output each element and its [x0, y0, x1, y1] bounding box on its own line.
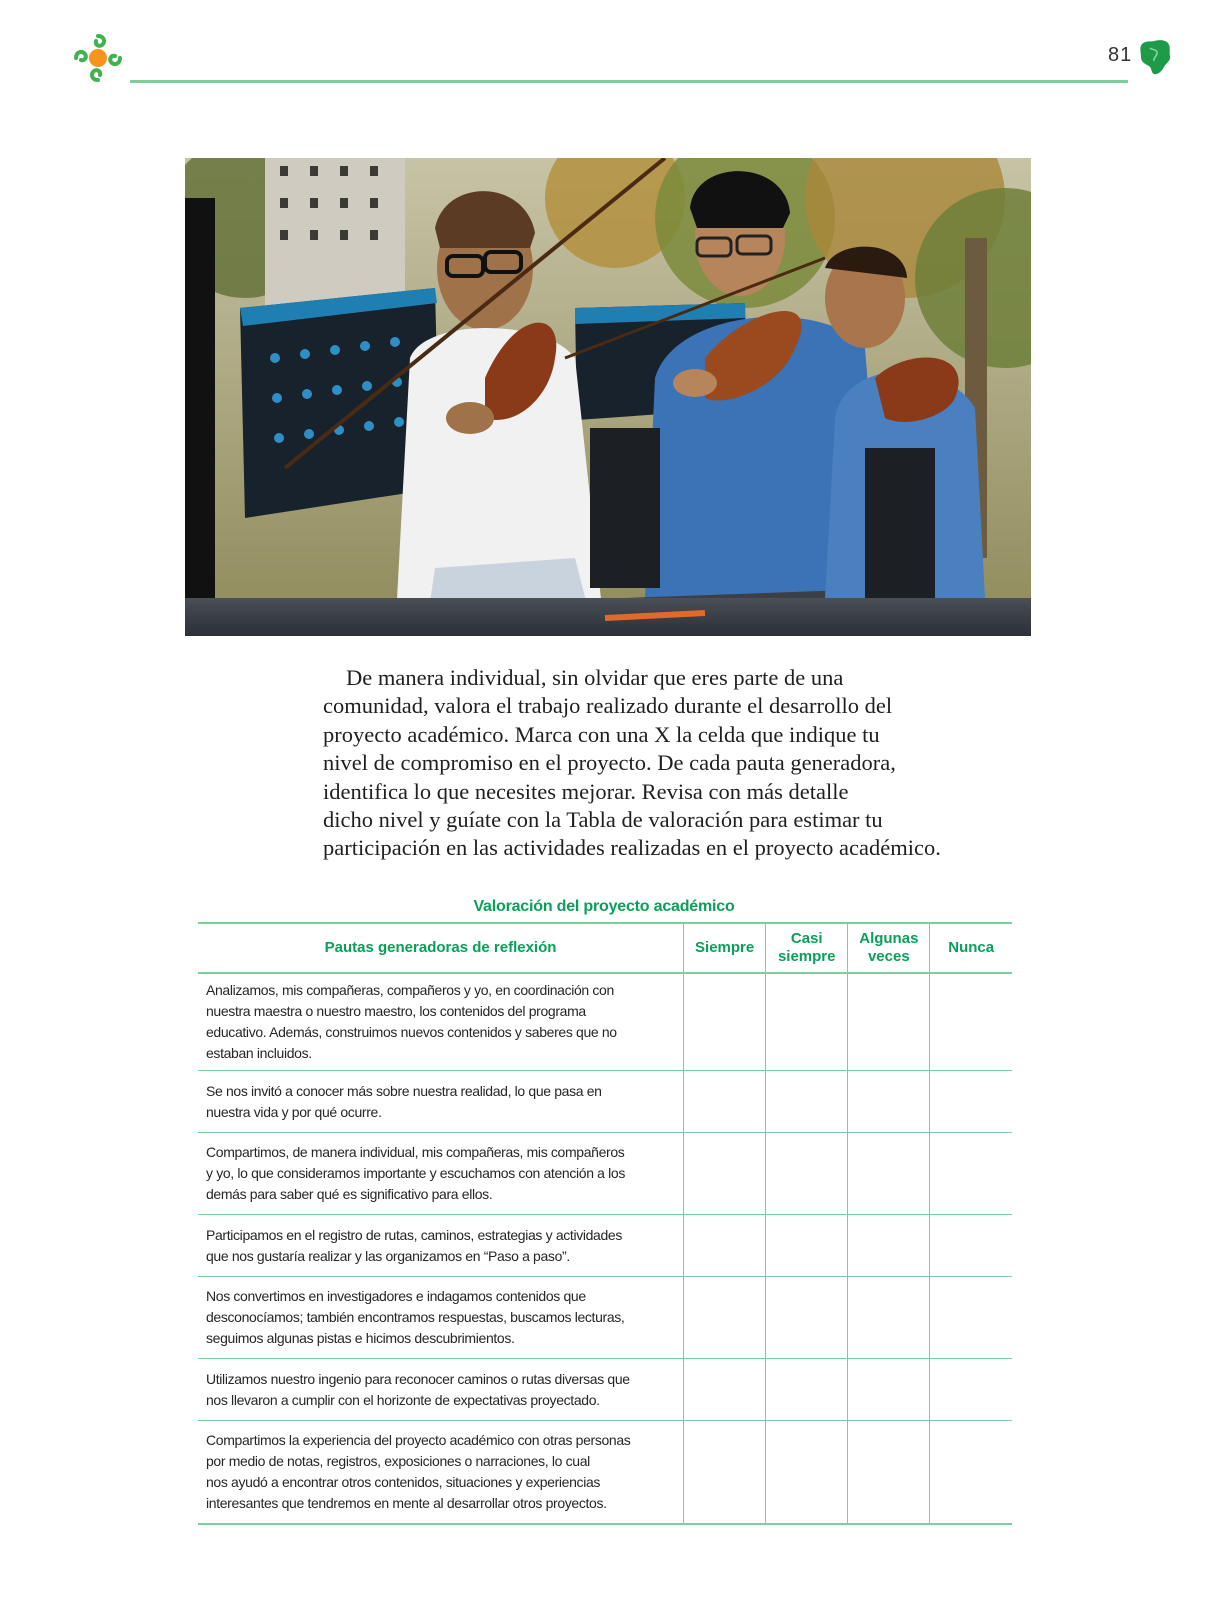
pauta-line: por medio de notas, registros, exposiciones o narraciones, lo cual — [206, 1452, 590, 1469]
pauta-line: Analizamos, mis compañeras, compañeros y yo, en coordinación con — [206, 982, 614, 998]
table-header-row — [198, 923, 1012, 973]
cell-casi-siempre[interactable] — [766, 1359, 848, 1421]
header-pautas: Pautas generadoras de reflexión — [198, 923, 684, 973]
pauta-line: y yo, lo que consideramos importante y escuchamos con atención a los — [206, 1165, 625, 1181]
table-row — [198, 1133, 1012, 1215]
table-row — [198, 1421, 1012, 1524]
pauta-line: estaban incluidos. — [206, 1045, 312, 1061]
valoracion-table — [198, 922, 1012, 1525]
pauta-line: nuestra maestra o nuestro maestro, los contenidos del programa — [206, 1003, 586, 1019]
pauta-cell — [198, 1421, 684, 1524]
cell-algunas-veces[interactable] — [848, 1133, 930, 1215]
community-logo-icon — [72, 32, 124, 84]
cell-algunas-veces[interactable] — [848, 1215, 930, 1277]
pauta-line: Utilizamos nuestro ingenio para reconocer caminos o rutas diversas que — [206, 1370, 630, 1387]
header-siempre: Siempre — [684, 923, 766, 973]
pauta-cell — [198, 1215, 684, 1277]
header-rule — [130, 80, 1128, 83]
cell-casi-siempre[interactable] — [766, 1421, 848, 1524]
cell-siempre[interactable] — [684, 1215, 766, 1277]
cell-nunca[interactable] — [930, 1133, 1012, 1215]
pauta-line: nuestra vida y por qué ocurre. — [206, 1103, 382, 1120]
header-nunca: Nunca — [930, 923, 1012, 973]
cell-siempre[interactable] — [684, 1277, 766, 1359]
pauta-line: interesantes que tendremos en mente al desarrollar otros proyectos. — [206, 1494, 607, 1511]
cell-siempre[interactable] — [684, 973, 766, 1071]
pauta-cell — [198, 1071, 684, 1133]
pauta-line: nos llevaron a cumplir con el horizonte de expectativas proyectado. — [206, 1391, 600, 1408]
cell-nunca[interactable] — [930, 1277, 1012, 1359]
instructions-line: comunidad, valora el trabajo realizado durante el desarrollo del — [323, 693, 893, 719]
cell-algunas-veces[interactable] — [848, 1277, 930, 1359]
cell-algunas-veces[interactable] — [848, 973, 930, 1071]
cell-algunas-veces[interactable] — [848, 1359, 930, 1421]
table-caption: Valoración del proyecto académico — [473, 898, 735, 915]
pauta-cell — [198, 1359, 684, 1421]
pauta-line: Compartimos, de manera individual, mis compañeras, mis compañeros — [206, 1144, 625, 1160]
pauta-line: Compartimos la experiencia del proyecto académico con otras personas — [206, 1431, 631, 1448]
cell-algunas-veces[interactable] — [848, 1071, 930, 1133]
instructions-line: participación en las actividades realizadas en el proyecto académico. — [323, 835, 941, 861]
cell-siempre[interactable] — [684, 1359, 766, 1421]
header-casi-line: siempre — [777, 948, 836, 965]
header-algunas-line: veces — [867, 948, 910, 965]
cell-nunca[interactable] — [930, 1359, 1012, 1421]
pauta-cell — [198, 973, 684, 1071]
pauta-line: demás para saber qué es significativo para ellos. — [206, 1186, 493, 1202]
pauta-line: desconocíamos; también encontramos respuestas, buscamos lecturas, — [206, 1309, 625, 1325]
cell-nunca[interactable] — [930, 1215, 1012, 1277]
pauta-line: que nos gustaría realizar y las organizamos en “Paso a paso”. — [206, 1247, 570, 1264]
cell-nunca[interactable] — [930, 973, 1012, 1071]
instructions-line: nivel de compromiso en el proyecto. De cada pauta generadora, — [323, 750, 896, 776]
pauta-line: educativo. Además, construimos nuevos contenidos y saberes que no — [206, 1024, 617, 1040]
table-row — [198, 1071, 1012, 1133]
instructions-paragraph — [323, 664, 963, 863]
pauta-line: seguimos algunas pistas e hicimos descubrimientos. — [206, 1330, 515, 1346]
cell-casi-siempre[interactable] — [766, 1071, 848, 1133]
header-algunas-line: Algunas — [859, 930, 919, 947]
instructions-line: identifica lo que necesites mejorar. Revisa con más detalle — [323, 778, 849, 804]
instructions-line: dicho nivel y guíate con la Tabla de valoración para estimar tu — [323, 807, 883, 833]
table-row — [198, 1277, 1012, 1359]
orchestra-photo — [185, 158, 1031, 636]
cell-casi-siempre[interactable] — [766, 1215, 848, 1277]
pauta-line: Nos convertimos en investigadores e indagamos contenidos que — [206, 1288, 586, 1304]
cell-nunca[interactable] — [930, 1421, 1012, 1524]
cell-nunca[interactable] — [930, 1071, 1012, 1133]
header-casi-siempre — [766, 923, 848, 973]
page-number: 81 — [1108, 44, 1133, 66]
orchestra-photo-illustration — [185, 158, 1031, 636]
pauta-cell — [198, 1277, 684, 1359]
cell-algunas-veces[interactable] — [848, 1421, 930, 1524]
pauta-line: Participamos en el registro de rutas, caminos, estrategias y actividades — [206, 1226, 623, 1243]
map-silhouette-icon — [1138, 38, 1172, 76]
cell-siempre[interactable] — [684, 1071, 766, 1133]
header-algunas-veces — [848, 923, 930, 973]
instructions-line: proyecto académico. Marca con una X la celda que indique tu — [323, 721, 880, 747]
cell-siempre[interactable] — [684, 1133, 766, 1215]
table-row — [198, 1215, 1012, 1277]
pauta-line: Se nos invitó a conocer más sobre nuestra realidad, lo que pasa en — [206, 1082, 602, 1099]
instructions-line: De manera individual, sin olvidar que eres parte de una — [346, 665, 844, 690]
pauta-line: nos ayudó a encontrar otros contenidos, situaciones y experiencias — [206, 1473, 601, 1490]
cell-casi-siempre[interactable] — [766, 973, 848, 1071]
cell-casi-siempre[interactable] — [766, 1277, 848, 1359]
table-row — [198, 973, 1012, 1071]
cell-siempre[interactable] — [684, 1421, 766, 1524]
header-casi-line: Casi — [790, 930, 823, 947]
cell-casi-siempre[interactable] — [766, 1133, 848, 1215]
pauta-cell — [198, 1133, 684, 1215]
table-row — [198, 1359, 1012, 1421]
